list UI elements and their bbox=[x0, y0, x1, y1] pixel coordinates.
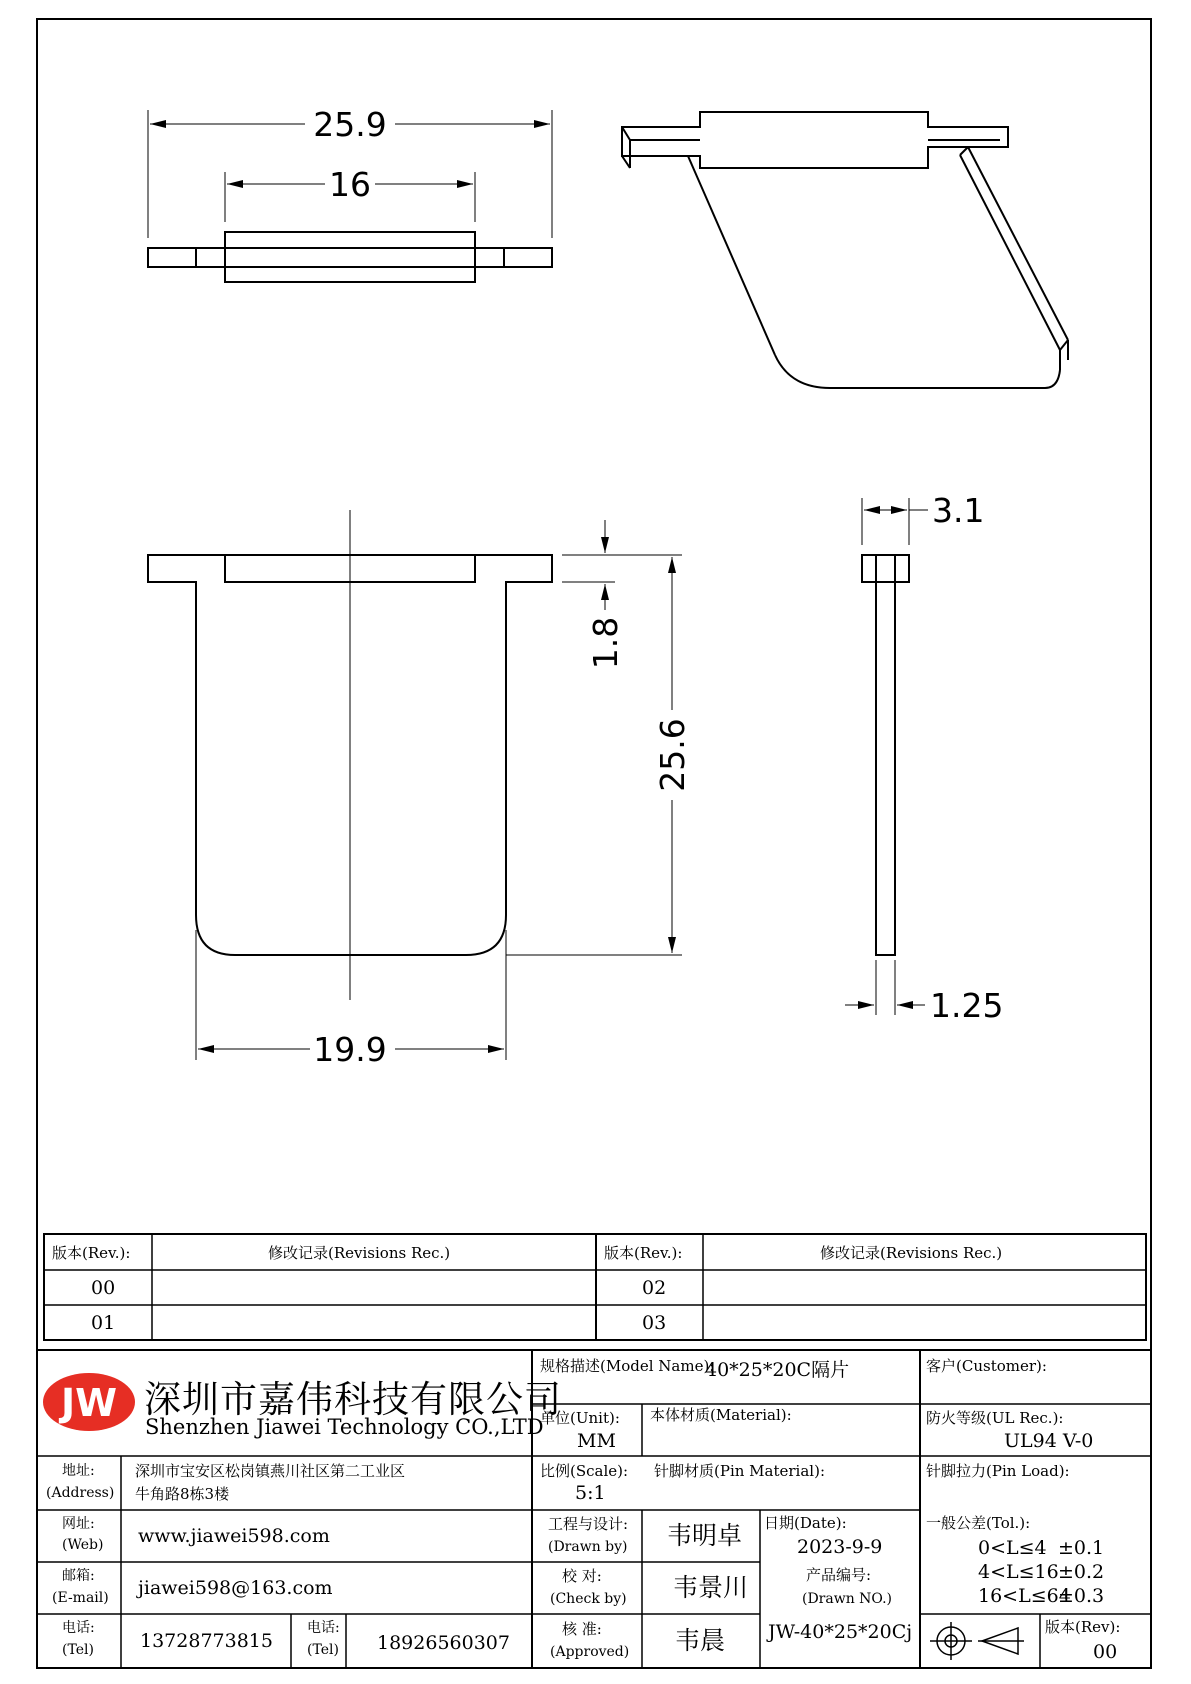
rev-header-right: 版本(Rev.): bbox=[604, 1244, 683, 1262]
drawn-no-label: 产品编号: bbox=[806, 1566, 872, 1584]
tol-label: 一般公差(Tol.): bbox=[926, 1514, 1031, 1532]
dim-side-top: 3.1 bbox=[932, 491, 985, 530]
drawn-value: 韦明卓 bbox=[667, 1521, 743, 1550]
approved-label: 核 准: bbox=[562, 1620, 602, 1638]
tol-value-3: ±0.3 bbox=[1058, 1585, 1105, 1607]
unit-label: 单位(Unit): bbox=[540, 1409, 620, 1427]
pin-material-label: 针脚材质(Pin Material): bbox=[654, 1462, 825, 1480]
rev-header-left: 版本(Rev.): bbox=[52, 1244, 131, 1262]
web-link[interactable]: www.jiawei598.com bbox=[138, 1525, 330, 1547]
scale-label: 比例(Scale): bbox=[540, 1462, 629, 1480]
tel-label-en: (Tel) bbox=[62, 1642, 94, 1658]
dim-bottom-width: 19.9 bbox=[313, 1030, 387, 1069]
pin-load-label: 针脚拉力(Pin Load): bbox=[926, 1462, 1070, 1480]
dim-top-overall: 25.9 bbox=[313, 105, 387, 144]
check-value: 韦景川 bbox=[673, 1573, 749, 1602]
customer-label: 客户(Customer): bbox=[926, 1357, 1047, 1375]
address-label: 地址: bbox=[62, 1463, 95, 1479]
rec-header-right: 修改记录(Revisions Rec.) bbox=[820, 1244, 1003, 1262]
unit-value: MM bbox=[577, 1430, 616, 1452]
model-value: 40*25*20C隔片 bbox=[705, 1359, 850, 1381]
tel-label: 电话: bbox=[62, 1620, 95, 1636]
rev-row-03: 03 bbox=[642, 1312, 667, 1334]
web-label: 网址: bbox=[62, 1516, 95, 1532]
rev-label: 版本(Rev): bbox=[1045, 1618, 1121, 1636]
check-label-en: (Check by) bbox=[550, 1591, 627, 1607]
ul-value: UL94 V-0 bbox=[1004, 1430, 1094, 1452]
projection-symbol-icon bbox=[930, 1622, 1024, 1660]
rev-row-00: 00 bbox=[91, 1277, 116, 1299]
drawn-no-label-en: (Drawn NO.) bbox=[802, 1591, 892, 1607]
dim-flange-thickness: 1.8 bbox=[586, 616, 625, 670]
dim-side-plate: 1.25 bbox=[930, 986, 1004, 1025]
drawn-label: 工程与设计: bbox=[548, 1515, 629, 1533]
address-line1: 深圳市宝安区松岗镇燕川社区第二工业区 bbox=[135, 1462, 406, 1480]
rev-value: 00 bbox=[1093, 1641, 1118, 1663]
drawn-label-en: (Drawn by) bbox=[548, 1539, 628, 1555]
tel-label-2: 电话: bbox=[307, 1620, 340, 1636]
dim-overall-height: 25.6 bbox=[653, 718, 692, 792]
tel-2: 18926560307 bbox=[377, 1632, 510, 1654]
material-label: 本体材质(Material): bbox=[650, 1406, 792, 1424]
tol-range-2: 4<L≤16 bbox=[978, 1561, 1059, 1583]
tel-1: 13728773815 bbox=[140, 1630, 273, 1652]
company-name-cn: 深圳市嘉伟科技有限公司 bbox=[144, 1378, 562, 1421]
tol-value-2: ±0.2 bbox=[1058, 1561, 1105, 1583]
model-label: 规格描述(Model Name): bbox=[540, 1357, 715, 1375]
company-name-en: Shenzhen Jiawei Technology CO.,LTD bbox=[145, 1415, 544, 1439]
side-view bbox=[845, 498, 928, 1015]
email-link[interactable]: jiawei598@163.com bbox=[138, 1577, 333, 1599]
tel-label-2-en: (Tel) bbox=[307, 1642, 339, 1658]
email-label: 邮箱: bbox=[62, 1568, 95, 1584]
scale-value: 5:1 bbox=[575, 1482, 606, 1504]
rec-header-left: 修改记录(Revisions Rec.) bbox=[268, 1244, 451, 1262]
rev-row-02: 02 bbox=[642, 1277, 667, 1299]
rev-row-01: 01 bbox=[91, 1312, 116, 1334]
tol-range-3: 16<L≤64 bbox=[978, 1585, 1071, 1607]
check-label: 校 对: bbox=[562, 1567, 602, 1585]
web-label-en: (Web) bbox=[62, 1537, 104, 1553]
approved-label-en: (Approved) bbox=[550, 1644, 630, 1660]
tol-range-1: 0<L≤4 bbox=[978, 1537, 1047, 1559]
date-value: 2023-9-9 bbox=[797, 1536, 883, 1558]
dim-top-inner: 16 bbox=[329, 165, 371, 204]
approved-value: 韦晨 bbox=[675, 1626, 726, 1655]
address-label-en: (Address) bbox=[46, 1485, 115, 1501]
logo-text: JW bbox=[60, 1381, 118, 1425]
company-logo bbox=[43, 1373, 135, 1431]
front-view bbox=[148, 510, 682, 1060]
email-label-en: (E-mail) bbox=[52, 1590, 109, 1606]
isometric-view bbox=[622, 112, 1068, 388]
tol-value-1: ±0.1 bbox=[1058, 1537, 1105, 1559]
ul-label: 防火等级(UL Rec.): bbox=[926, 1409, 1064, 1427]
drawn-no-value: JW-40*25*20Cj bbox=[768, 1621, 913, 1643]
date-label: 日期(Date): bbox=[764, 1514, 847, 1532]
address-line2: 牛角路8栋3楼 bbox=[135, 1485, 230, 1503]
